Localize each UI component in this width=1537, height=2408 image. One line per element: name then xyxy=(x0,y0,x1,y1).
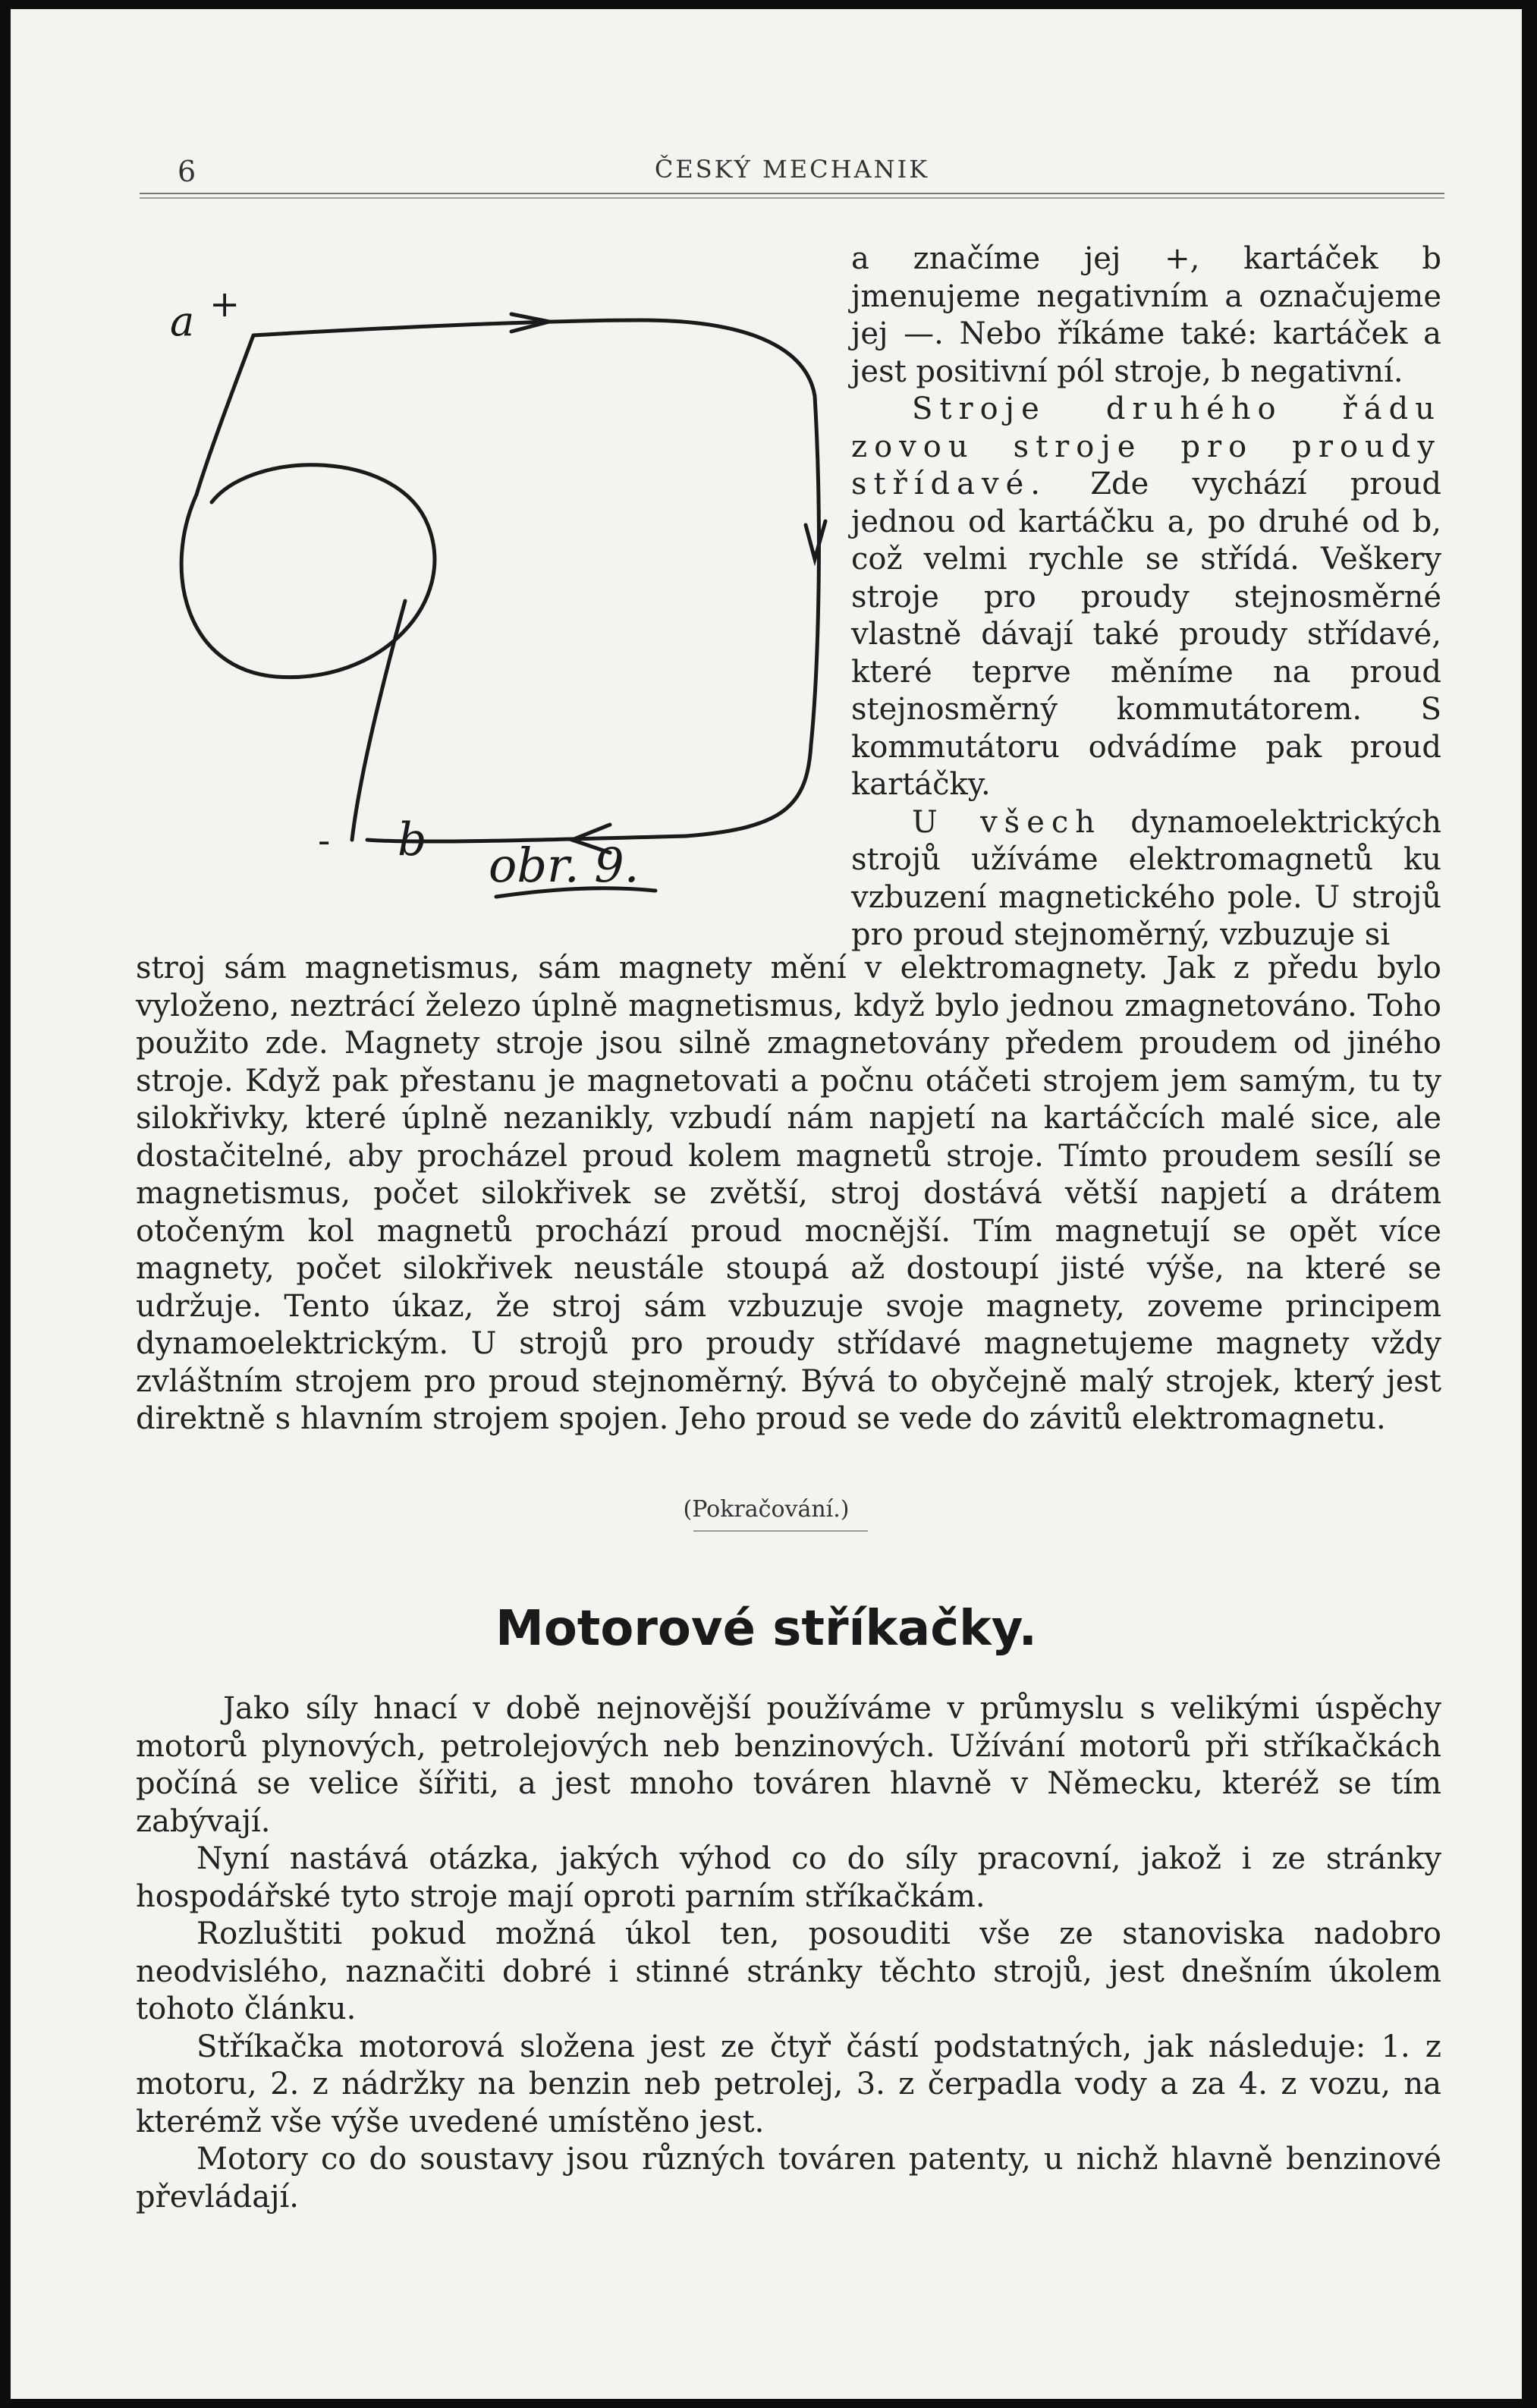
figure-label-plus: + xyxy=(209,283,240,325)
arrow-right xyxy=(806,521,825,559)
figure-label-b: b xyxy=(398,813,427,866)
paragraph-text: dynamoelektrických strojů užíváme elektromagnetů ku vzbuzení magnetického pole. U strojů pro proud stejnoměrný, vzbuzuje si xyxy=(851,804,1441,952)
article-paragraph: Jako síly hnací v době nejnovější používáme v průmyslu s velikými úspěchy motorů plynových, petrolejových neb benzinových. Užívání motorů při stříkačkách počíná se velice šířiti, a jest mnoho továren hlavně v Německu, kteréž se tím zabývají. xyxy=(136,1691,1441,1839)
figure-label-minus: - xyxy=(318,819,331,862)
dynamo-circuit-sketch xyxy=(155,275,853,942)
article-paragraph: Motory co do soustavy jsou různých továren patenty, u nichž hlavně benzinové převládají. xyxy=(136,2142,1441,2215)
section-divider xyxy=(693,1530,868,1532)
article-body xyxy=(136,1690,1441,2216)
right-column-text xyxy=(851,240,1441,954)
paragraph-alternating-current xyxy=(851,391,1441,804)
page-number: 6 xyxy=(178,155,196,188)
full-width-continuation xyxy=(136,950,1441,1438)
running-head xyxy=(140,144,1444,205)
article-title: Motorové stříkačky. xyxy=(495,1601,1037,1657)
journal-title: ČESKÝ MECHANIK xyxy=(654,155,930,184)
coil-loop xyxy=(181,465,435,677)
coil-stem-lower xyxy=(352,601,405,840)
coil-stem-upper xyxy=(196,335,253,495)
circuit-top-wire xyxy=(253,320,815,396)
paragraph-dynamo-electromagnets xyxy=(851,804,1441,954)
paragraph-text: Zde vychází proud jednou od kartáčku a, po druhé od b, což velmi rychle se střídá. Veškery stroje pro proudy stejnosměrné vlastně dávají také proudy střídavé, které teprve měníme na proud stejnosměrný kommutátorem. S kommutátoru odvádíme pak proud kartáčky. xyxy=(851,467,1441,802)
paragraph-brush-polarity: a značíme jej +, kartáček b jmenujeme negativním a označujeme jej —. Nebo říkáme také: kartáček a jest positivní pól stroje, b negativní. xyxy=(851,241,1441,389)
header-rule xyxy=(140,193,1444,199)
dynamo-diagram-figure xyxy=(155,275,853,942)
figure-label-a: a xyxy=(170,297,195,345)
paragraph-self-excitation: stroj sám magnetismus, sám magnety mění v elektromagnety. Jak z předu bylo vyloženo, neztrácí železo úplně magnetismus, když bylo jednou zmagnetováno. Toho použito zde. Magnety stroje jsou silně zmagnetovány předem proudem od jiného stroje. Když pak přestanu je magnetovati a počnu otáčeti strojem jem samým, tu ty silokřivky, které úplně nezanikly, vzbudí nám napjetí na kartáčcích malé sice, ale dostačitelné, aby procházel proud kolem magnetů stroje. Tímto proudem sesílí se magnetismus, počet silokřivek se zvětší, stroj dostává větší napjetí a drátem otočeným kol magnetů prochází proud mocnější. Tím magnetují se opět více magnety, počet silokřivek neustále stoupá až dostoupí jisté výše, na které se udržuje. Tento úkaz, že stroj sám vzbuzuje svoje magnety, zoveme principem dynamoelektrickým. U strojů pro proudy střídavé magnetujeme magnety vždy zvláštním strojem pro proud stejnoměrný. Bývá to obyčejně malý strojek, který jest direktně s hlavním strojem spojen. Jeho proud se vede do závitů elektromagnetu. xyxy=(136,951,1441,1436)
page-sheet xyxy=(11,9,1522,2399)
to-be-continued-note: (Pokračování.) xyxy=(683,1496,850,1523)
article-paragraph: Rozluštiti pokud možná úkol ten, posouditi vše ze stanoviska nadobro neodvislého, naznačiti dobré i stinné stránky těchto strojů, jest dnešním úkolem tohoto článku. xyxy=(136,1916,1441,2026)
article-paragraph: Nyní nastává otázka, jakých výhod co do síly pracovní, jakož i ze stránky hospodářské tyto stroje mají oproti parním stříkačkám. xyxy=(136,1841,1441,1914)
article-paragraph: Stříkačka motorová složena jest ze čtyř částí podstatných, jak následuje: 1. z motoru, 2. z nádržky na benzin neb petrolej, 3. z čerpadla vody a za 4. z vozu, na kterémž vše výše uvedené umístěno jest. xyxy=(136,2029,1441,2139)
figure-caption: obr. 9. xyxy=(489,838,640,893)
spaced-phrase: Stroje druhého řádu zovou stroje pro proudy střídavé. xyxy=(851,391,1441,501)
spaced-phrase: U všech xyxy=(912,804,1102,840)
circuit-right-wire xyxy=(686,396,819,836)
